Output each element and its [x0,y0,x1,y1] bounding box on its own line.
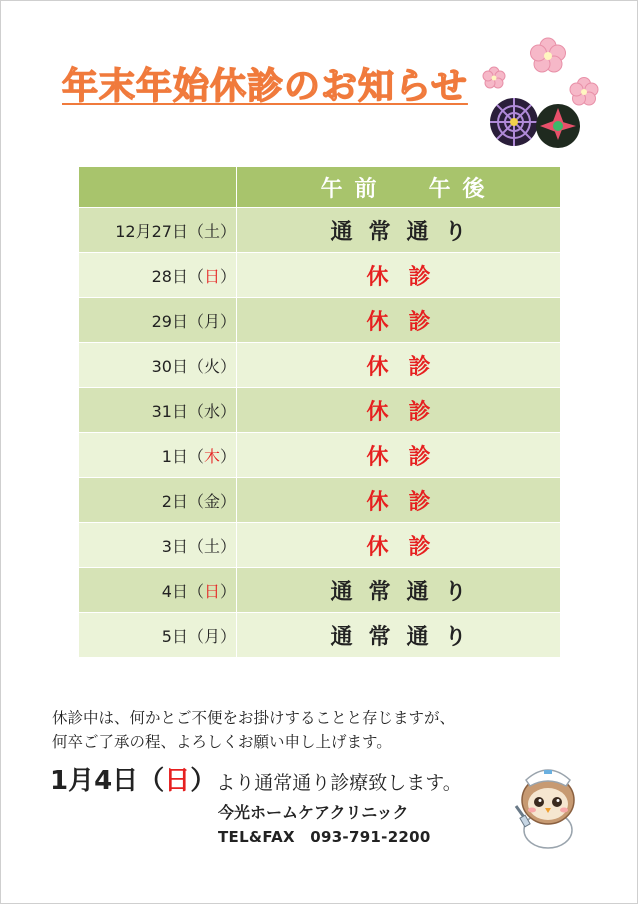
weekday-paren-open: （ [187,581,204,601]
weekday-paren-open: （ [187,356,204,376]
closure-note [52,706,455,754]
weekday: 日 [203,581,220,601]
date-text: 4日 [161,581,188,601]
table-row [79,523,561,568]
resume-weekday: 日 [164,766,191,796]
status-text: 休診 [366,399,451,425]
page-title: 年末年始休診のお知らせ [62,66,468,107]
weekday: 土 [203,221,220,241]
weekday-paren-open: （ [187,491,204,511]
weekday-paren-open: （ [187,221,204,241]
weekday-paren-close: ） [219,446,236,466]
weekday-paren-close: ） [219,401,236,421]
date-cell [79,433,237,478]
weekday-paren-open: （ [187,536,204,556]
table-row [79,388,561,433]
date-cell [79,568,237,613]
weekday: 金 [203,491,220,511]
status-cell [237,523,561,568]
plum-blossom-temari-icon [478,34,608,154]
note-line-1: 休診中は、何かとご不便をお掛けすることと存じますが、 [52,709,456,727]
date-cell [79,523,237,568]
weekday: 月 [203,626,220,646]
weekday: 木 [203,446,220,466]
table-row [79,298,561,343]
status-text: 通常通り [330,579,483,605]
owl-doctor-icon [508,758,588,850]
weekday: 火 [203,356,220,376]
date-cell [79,478,237,523]
note-line-2: 何卒ご了承の程、よろしくお願い申し上げます。 [52,733,392,751]
status-text: 休診 [366,309,451,335]
weekday-paren-close: ） [219,491,236,511]
weekday-paren-open: （ [187,401,204,421]
date-text: 29日 [151,311,188,331]
table-row [79,433,561,478]
status-text: 休診 [366,354,451,380]
clinic-name: 今光ホームケアクリニック [218,803,409,822]
resume-paren-close: ） [190,766,217,796]
weekday-paren-close: ） [219,266,236,286]
date-text: 31日 [151,401,188,421]
resume-date: 1月4日 [50,766,139,796]
weekday-paren-close: ） [219,311,236,331]
date-text: 1日 [161,446,188,466]
status-cell [237,343,561,388]
resume-text: より通常通り診療致します。 [216,772,462,794]
date-cell [79,388,237,433]
table-row [79,613,561,658]
table-row [79,343,561,388]
header-pm: 午後 [428,176,497,202]
date-cell [79,298,237,343]
weekday-paren-close: ） [219,626,236,646]
table-row [79,208,561,253]
weekday-paren-open: （ [187,626,204,646]
date-cell [79,208,237,253]
header-am: 午前 [320,176,389,202]
status-cell [237,613,561,658]
weekday-paren-open: （ [187,446,204,466]
status-cell [237,568,561,613]
status-cell [237,433,561,478]
weekday-paren-close: ） [219,221,236,241]
clinic-tel: TEL&FAX 093-791-2200 [218,828,431,846]
table-header-blank [79,167,237,208]
table-row [79,568,561,613]
weekday-paren-open: （ [187,311,204,331]
table-row [79,478,561,523]
resume-notice [50,760,462,797]
status-text: 休診 [366,534,451,560]
weekday-paren-close: ） [219,581,236,601]
status-text: 休診 [366,489,451,515]
weekday: 日 [203,266,220,286]
date-text: 30日 [151,356,188,376]
weekday: 土 [203,536,220,556]
status-cell [237,253,561,298]
date-text: 2日 [161,491,188,511]
table-row [79,253,561,298]
date-text: 5日 [161,626,188,646]
weekday-paren-close: ） [219,536,236,556]
schedule-table [78,166,561,658]
weekday: 水 [203,401,220,421]
status-text: 通常通り [330,624,483,650]
weekday-paren-open: （ [187,266,204,286]
status-text: 通常通り [330,219,483,245]
status-text: 休診 [366,264,451,290]
date-cell [79,613,237,658]
date-text: 12月27日 [115,221,188,241]
status-cell [237,478,561,523]
table-header-hours [237,167,561,208]
weekday-paren-close: ） [219,356,236,376]
date-text: 28日 [151,266,188,286]
resume-paren-open: （ [138,766,165,796]
date-cell [79,343,237,388]
status-text: 休診 [366,444,451,470]
weekday: 月 [203,311,220,331]
date-cell [79,253,237,298]
status-cell [237,208,561,253]
status-cell [237,298,561,343]
date-text: 3日 [161,536,188,556]
status-cell [237,388,561,433]
table-header-row [79,167,561,208]
